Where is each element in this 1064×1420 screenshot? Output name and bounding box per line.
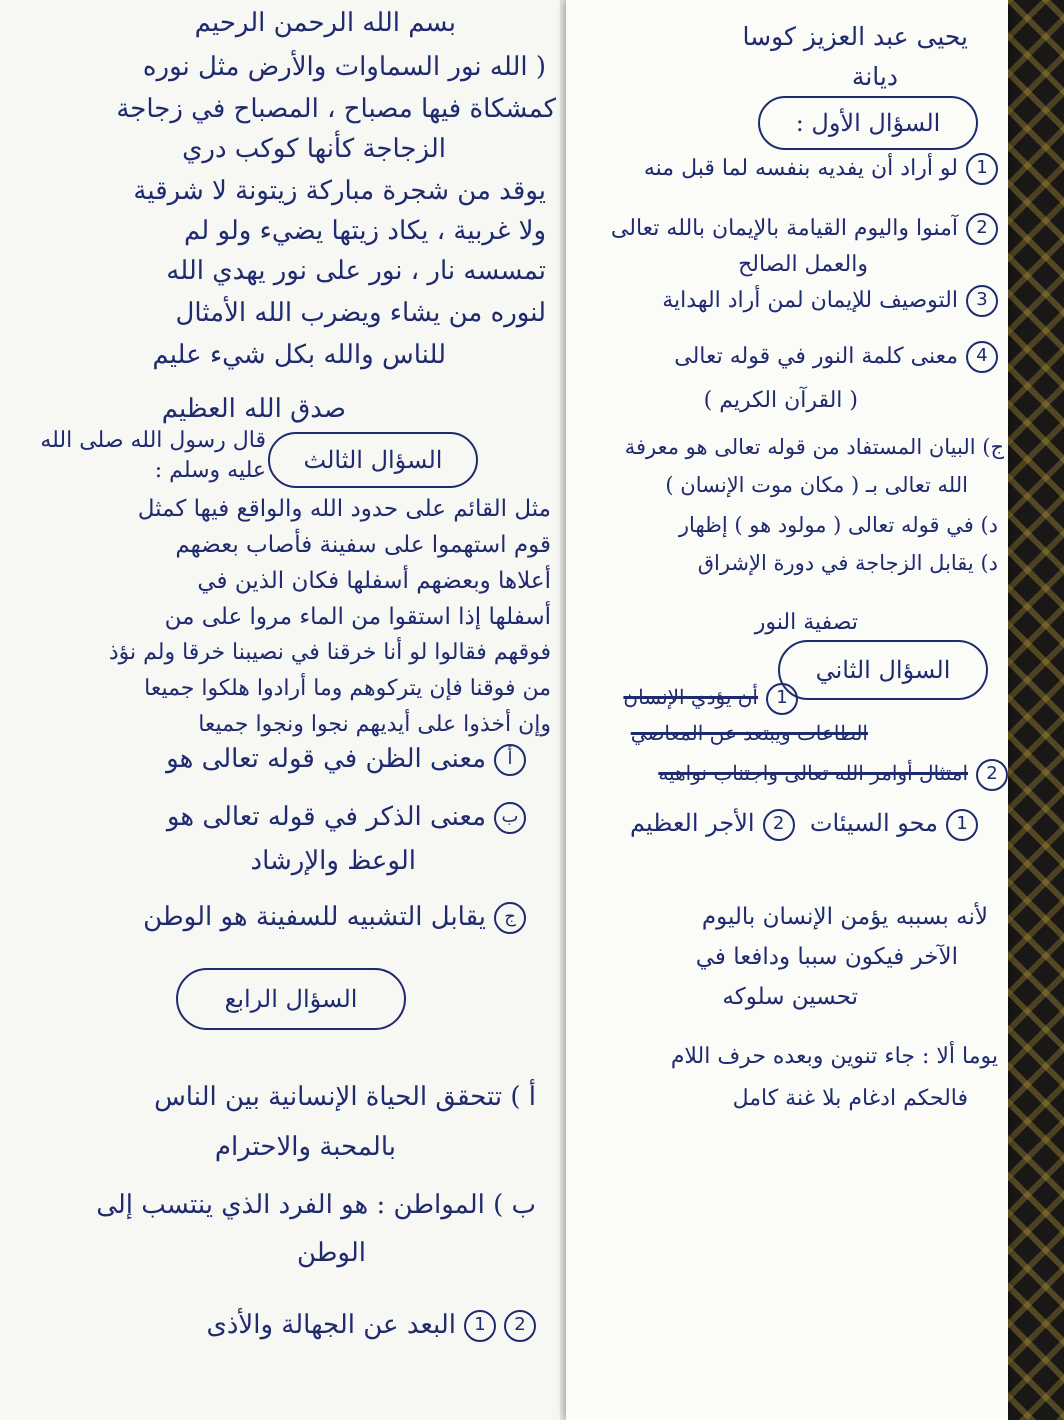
- q2-struck-3: [658, 756, 1008, 791]
- q3-b-number: ب: [494, 802, 526, 834]
- q2-struck-2: الطاعات ويبتعد عن المعاصي: [630, 721, 868, 745]
- q2-tajweed-2: فالحكم ادغام بلا غنة كامل: [732, 1086, 968, 1111]
- verse-line: ( الله نور السماوات والأرض مثل نوره: [142, 52, 546, 82]
- q2-struck-text: امتثال أوامر الله تعالى واجتناب نواهيه: [658, 761, 968, 785]
- q3-c-text: يقابل التشبيه للسفينة هو الوطن: [143, 902, 486, 932]
- q4-b-cont: الوطن: [296, 1238, 366, 1268]
- q3-item-a: [166, 742, 526, 776]
- q2-number-2: 2: [976, 759, 1008, 791]
- verse-line: ولا غربية ، يكاد زيتها يضيء ولو لم: [183, 216, 546, 246]
- q2-answer-2-number: 2: [763, 809, 795, 841]
- q3-title: السؤال الثالث: [268, 432, 478, 488]
- q3-item-b: [167, 800, 526, 834]
- q2-struck-text: أن يؤدي الإنسان: [623, 685, 758, 709]
- q1-item-cont: والعمل الصالح: [738, 252, 868, 277]
- q1-item-number: 3: [966, 285, 998, 317]
- hadith-line: أعلاها وبعضهم أسفلها فكان الذين في: [197, 568, 551, 594]
- q2-number-1: 1: [766, 683, 798, 715]
- hadith-line: قوم استهموا على سفينة فأصاب بعضهم: [175, 532, 551, 558]
- q1-item-number: 1: [966, 153, 998, 185]
- q3-a-number: أ: [494, 744, 526, 776]
- answer-sheet-right: [566, 0, 1008, 1420]
- q4-item-2: [206, 1308, 536, 1342]
- q1-item: [674, 340, 998, 374]
- q1-e: د) يقابل الزجاجة في دورة الإشراق: [697, 551, 998, 575]
- q4-a-cont: بالمحبة والاحترام: [214, 1132, 396, 1162]
- hadith-line: فوقهم فقالوا لو أنا خرقنا في نصيبنا خرقا ولم نؤذ: [108, 640, 551, 665]
- q1-item-number: 4: [966, 341, 998, 373]
- student-name: يحيى عبد العزيز كوسا: [742, 22, 968, 51]
- hadith-line: وإن أخذوا على أيديهم نجوا ونجوا جميعا: [198, 712, 551, 737]
- q1-item-text: لو أراد أن يفديه بنفسه لما قبل منه: [643, 156, 958, 181]
- verse-line: كمشكاة فيها مصباح ، المصباح في زجاجة: [116, 94, 556, 124]
- q2-title: السؤال الثاني: [778, 640, 988, 700]
- hadith-line: من فوقنا فإن يتركوهم وما أرادوا هلكوا جميعا: [144, 676, 551, 701]
- q2-answer-1-number: 1: [946, 809, 978, 841]
- basmala: بسم الله الرحمن الرحيم: [194, 8, 456, 38]
- q1-item: [662, 284, 998, 318]
- q1-title: السؤال الأول :: [758, 96, 978, 150]
- q2-answers: [630, 806, 978, 841]
- verse-line: الزجاجة كأنها كوكب دري: [182, 134, 446, 164]
- q1-item-text: معنى كلمة النور في قوله تعالى: [674, 344, 958, 369]
- q4-title: السؤال الرابع: [176, 968, 406, 1030]
- q4-b: ب ) المواطن : هو الفرد الذي ينتسب إلى: [96, 1190, 536, 1220]
- q1-j: ج) البيان المستفاد من قوله تعالى هو معرفة: [624, 435, 1004, 459]
- q2-answer-1: محو السيئات: [809, 809, 938, 837]
- hadith-line: أسفلها إذا استقوا من الماء مروا على من: [164, 604, 551, 630]
- q1-item-text: التوصيف للإيمان لمن أراد الهداية: [662, 288, 958, 313]
- q1-item: [611, 212, 998, 246]
- q2-reason: لأنه بسببه يؤمن الإنسان باليوم: [701, 904, 988, 930]
- q2-reason-3: تحسين سلوكه: [722, 984, 858, 1010]
- hadith-intro: قال رسول الله صلى الله عليه وسلم :: [40, 428, 266, 483]
- verse-line: يوقد من شجرة مباركة زيتونة لا شرقية: [133, 176, 546, 206]
- q2-reason-2: الآخر فيكون سببا ودافعا في: [695, 944, 958, 970]
- verse-line: للناس والله بكل شيء عليم: [152, 340, 446, 370]
- q3-a-text: معنى الظن في قوله تعالى هو: [166, 744, 486, 774]
- q1-item-number: 2: [966, 213, 998, 245]
- q2-struck-1: [623, 680, 798, 715]
- q2-answer-2: الأجر العظيم: [630, 809, 755, 837]
- q1-e-cont: تصفية النور: [754, 610, 858, 635]
- subject-name: ديانة: [851, 62, 898, 91]
- sadaqa-text: صدق الله العظيم: [161, 394, 346, 424]
- q1-j-cont: الله تعالى بـ ( مكان موت الإنسان ): [665, 473, 968, 497]
- q1-d: د) في قوله تعالى ( مولود هو ) إظهار: [678, 513, 998, 537]
- hadith-line: مثل القائم على حدود الله والواقع فيها كمثل: [137, 496, 551, 522]
- q4-c-text: البعد عن الجهالة والأذى: [206, 1310, 456, 1340]
- q4-c-sub-number: 1: [464, 1310, 496, 1342]
- q3-b-answer: الوعظ والإرشاد: [250, 846, 416, 876]
- q4-c-number: 2: [504, 1310, 536, 1342]
- q2-tajweed: يوما ألا : جاء تنوين وبعده حرف اللام: [670, 1044, 998, 1069]
- q1-item-cont: ( القرآن الكريم ): [703, 388, 858, 413]
- q1-item-text: آمنوا واليوم القيامة بالإيمان بالله تعالى: [610, 216, 958, 241]
- verse-line: تمسسه نار ، نور على نور يهدي الله: [166, 256, 546, 286]
- q3-item-c: [143, 900, 526, 934]
- q3-b-text: معنى الذكر في قوله تعالى هو: [166, 802, 486, 832]
- verse-line: لنوره من يشاء ويضرب الله الأمثال: [175, 298, 546, 328]
- q4-a: أ ) تتحقق الحياة الإنسانية بين الناس: [154, 1082, 536, 1112]
- q1-item: [644, 152, 998, 186]
- q3-c-number: ج: [494, 902, 526, 934]
